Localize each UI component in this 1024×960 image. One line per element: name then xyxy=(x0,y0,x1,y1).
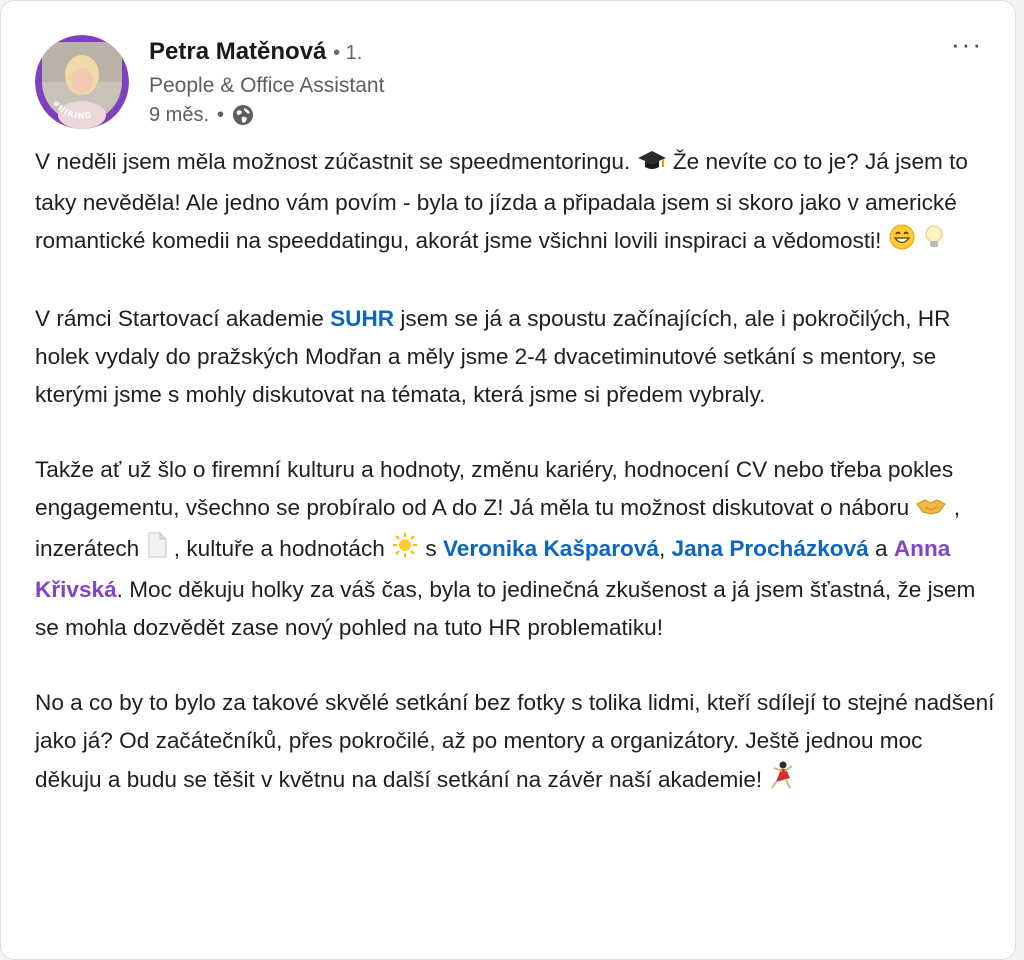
text-segment: Že nevíte co to je? Já jsem to taky nevěděla! Ale jedno vám povím - byla to jízda a připadala jsem si skoro jako v americké romantické komedii na speeddatingu, akorát jsme všichni lovili inspiraci a vědomosti! xyxy=(35,149,968,253)
mention-jana-prochazkova[interactable]: Jana Procházková xyxy=(671,535,869,561)
avatar-image xyxy=(35,35,129,129)
text-segment: , kultuře a hodnotách xyxy=(167,535,392,561)
page-facing-up-emoji xyxy=(146,531,168,571)
light-bulb-emoji xyxy=(922,223,946,263)
mention-veronika-kasparova[interactable]: Veronika Kašparová xyxy=(442,535,659,561)
text-segment: a xyxy=(868,535,894,561)
text-segment: , xyxy=(658,535,672,561)
text-segment: , inzerátech xyxy=(35,495,961,561)
handshake-emoji xyxy=(915,492,947,530)
more-options-icon[interactable]: ··· xyxy=(951,28,983,59)
grinning-face-emoji xyxy=(888,223,916,263)
text-segment: No a co by to bylo za takové skvělé setkání bez fotky s tolika lidmi, kteří sdílejí to stejné nadšení jako já? Od začátečníků, přes pokročilé, až po mentory a organizátory. Ještě jednou moc děkuju a budu se těšit v květnu na další setkání na závěr naší akademie! xyxy=(35,690,995,792)
post-meta xyxy=(149,102,254,128)
post-body xyxy=(35,143,995,839)
text-segment: jsem se já a spoustu začínajících, ale i pokročilých, HR holek vydaly do pražských Modřan a měly jsme 2-4 dvacetiminutové setkání s mentory, se kterými jsme s mohly diskutovat na témata, která jsme si předem vybraly. xyxy=(35,306,951,407)
author-avatar[interactable] xyxy=(35,35,129,129)
author-name[interactable]: Petra Matěnová xyxy=(149,38,327,65)
text-segment: V rámci Startovací akademie xyxy=(35,306,331,332)
paragraph-3 xyxy=(35,451,995,646)
post-time[interactable]: 9 měs. xyxy=(149,104,210,126)
suhr-link[interactable]: SUHR xyxy=(330,306,395,332)
text-segment: Takže ať už šlo o firemní kulturu a hodnoty, změnu kariéry, hodnocení CV nebo třeba pokles engagementu, všechno se probíralo od A do Z! Já měla tu možnost diskutovat o náboru xyxy=(35,457,954,521)
dancer-emoji xyxy=(768,760,796,802)
text-segment: V neděli jsem měla možnost zúčastnit se speedmentoringu. xyxy=(35,149,637,174)
paragraph-1 xyxy=(35,143,995,262)
paragraph-4 xyxy=(35,684,995,801)
author-line xyxy=(149,37,362,68)
meta-separator: • xyxy=(217,104,225,126)
author-headline: People & Office Assistant xyxy=(149,74,385,97)
text-segment: s xyxy=(419,535,443,561)
paragraph-2 xyxy=(35,300,995,413)
hiring-badge-text: #HIRING xyxy=(50,98,94,121)
connection-degree: • 1. xyxy=(333,42,363,64)
mention-anna-krivska[interactable]: Anna Křivská xyxy=(35,535,951,602)
sun-emoji xyxy=(391,531,419,571)
globe-icon xyxy=(232,104,254,126)
text-segment: . Moc děkuju holky za váš čas, byla to jedinečná zkušenost a já jsem šťastná, že jsem se mohla dozvědět zase nový pohled na tuto HR problematiku! xyxy=(35,576,976,640)
graduation-cap-emoji xyxy=(637,146,667,184)
